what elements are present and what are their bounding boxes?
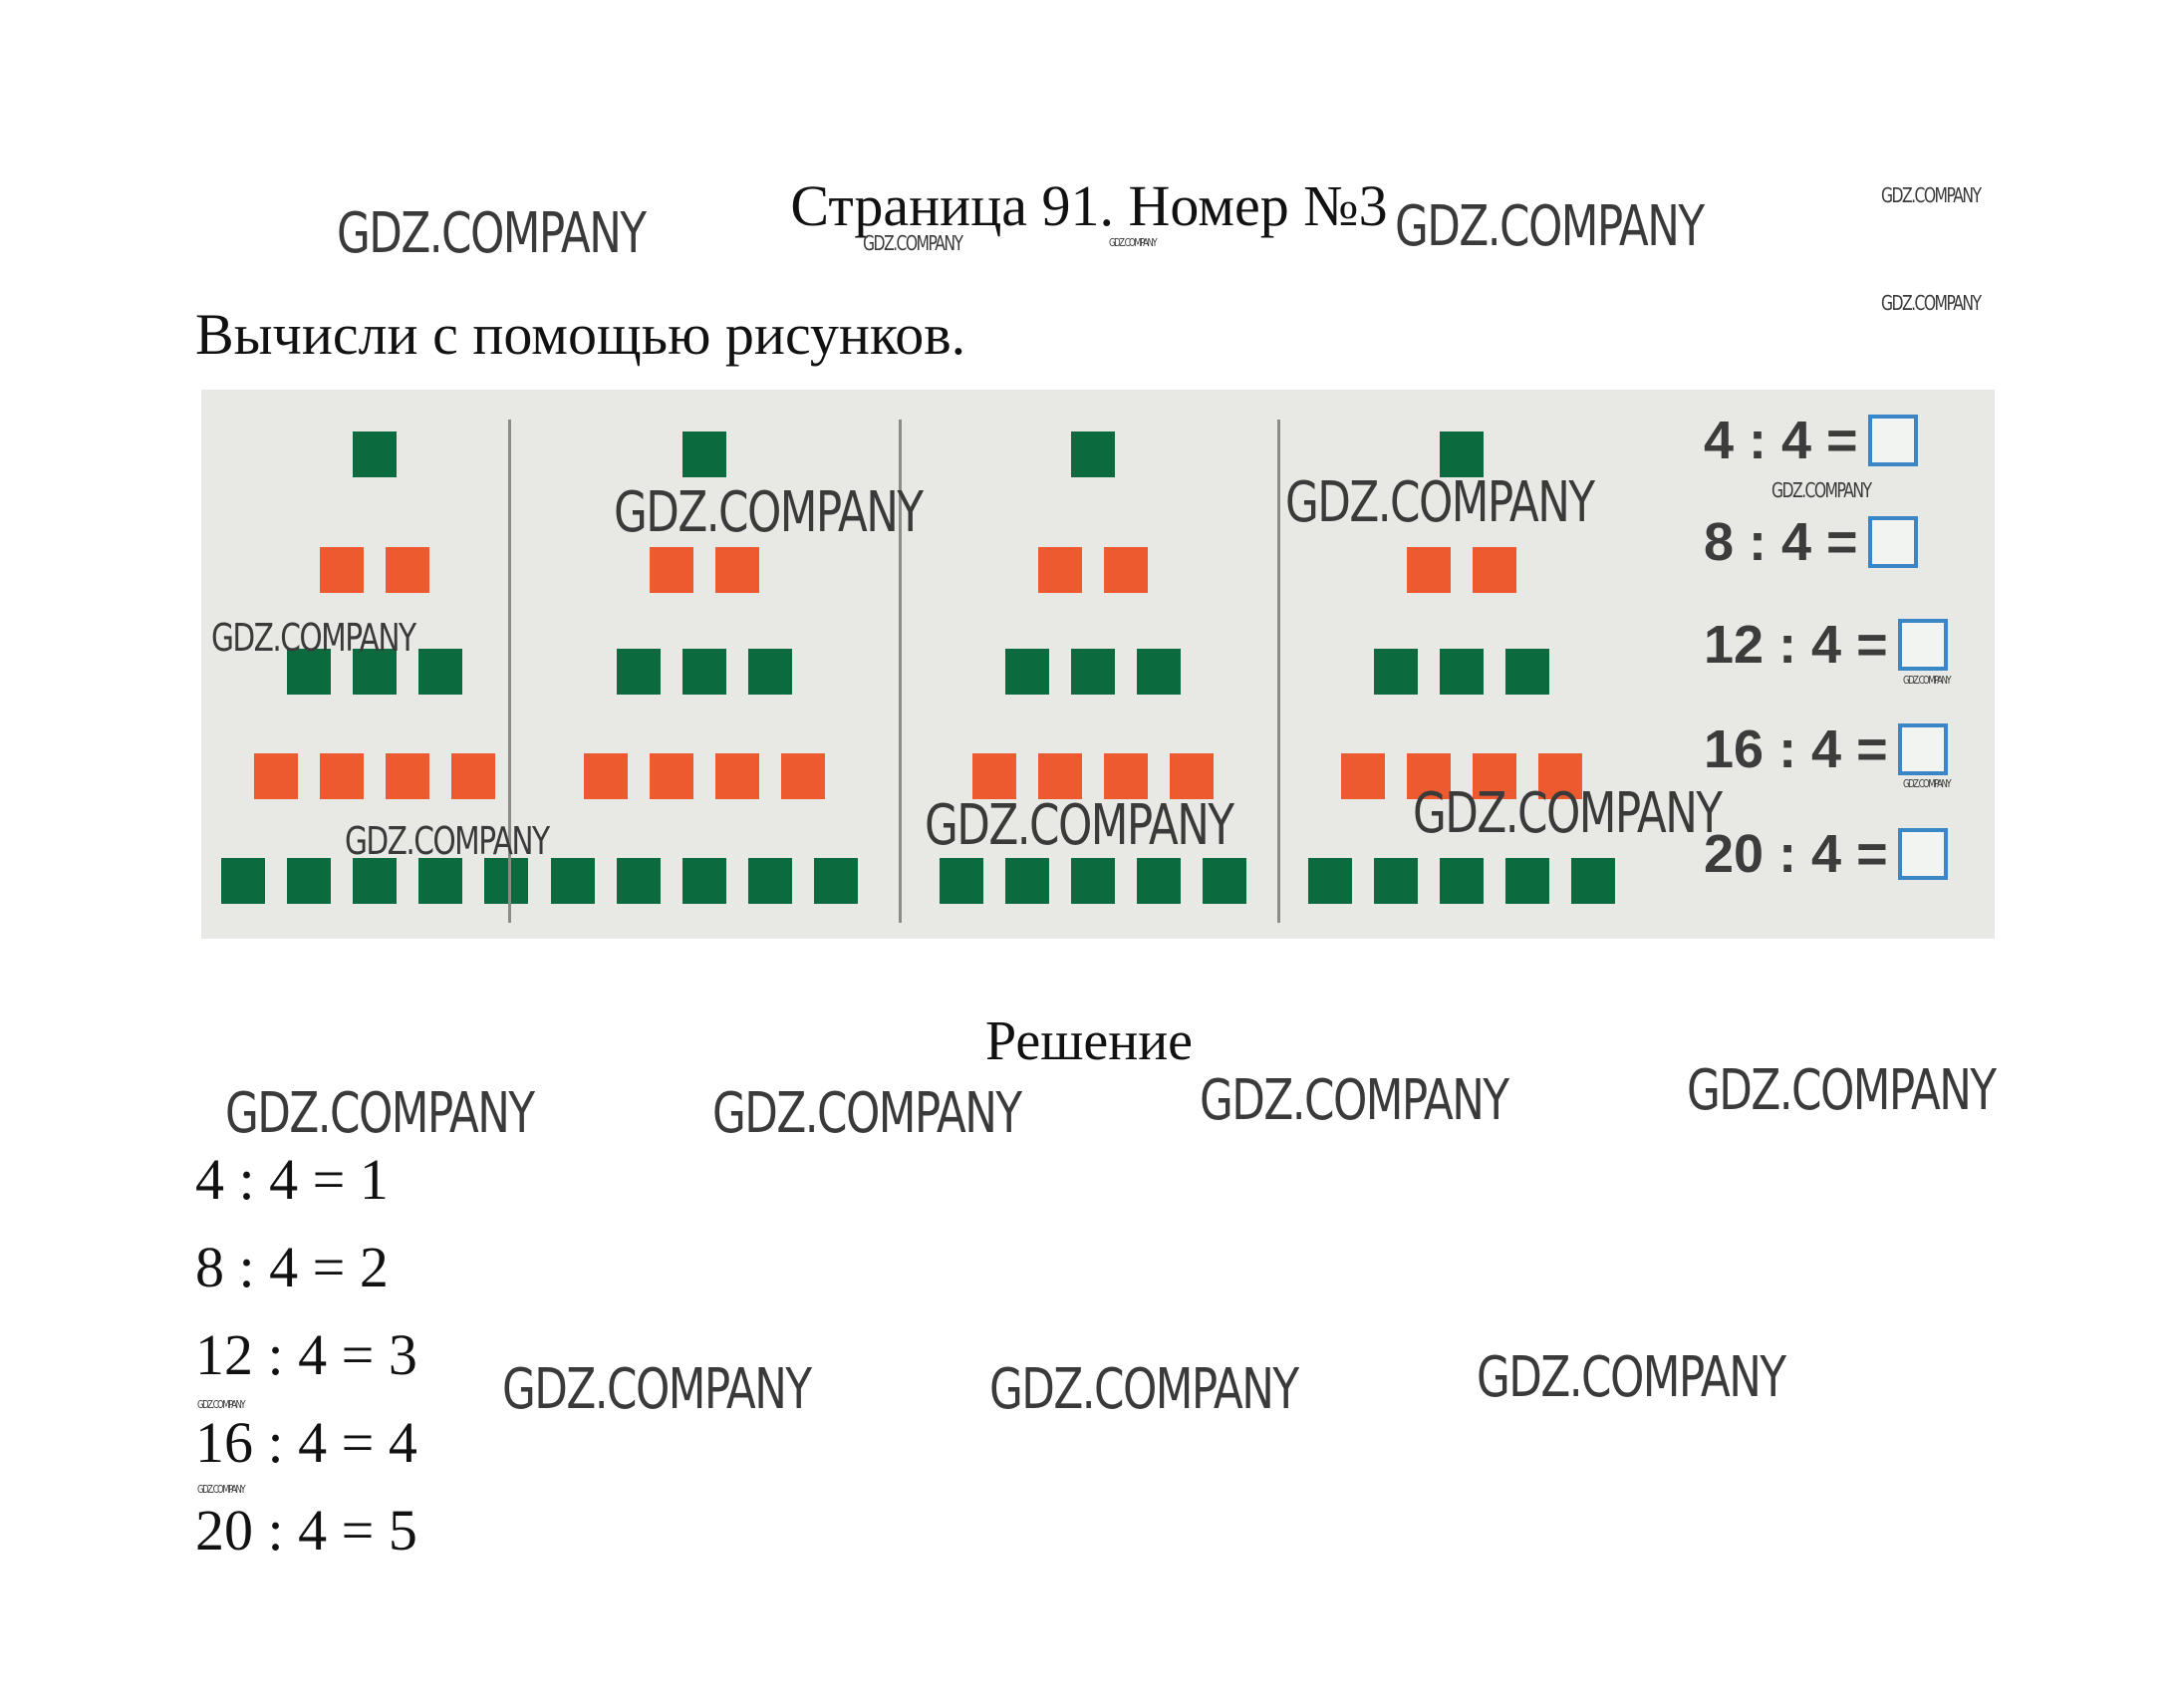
watermark: GDZ.COMPANY	[1413, 781, 1722, 846]
answer-box[interactable]	[1868, 516, 1918, 568]
orange-square	[650, 753, 693, 799]
square-row	[254, 753, 495, 799]
green-square	[748, 649, 792, 695]
green-square	[682, 431, 726, 477]
green-square	[1071, 649, 1115, 695]
orange-square	[451, 753, 495, 799]
watermark: GDZ.COMPANY	[614, 480, 923, 545]
green-square	[353, 431, 397, 477]
orange-square	[320, 547, 364, 593]
square-row	[1005, 649, 1181, 695]
equation-text: 8 : 4 =	[1704, 512, 1858, 572]
square-row	[551, 858, 858, 904]
divider	[1277, 420, 1280, 923]
equation	[1704, 511, 1918, 573]
watermark: GDZ.COMPANY	[337, 201, 646, 266]
equation	[1704, 823, 1948, 885]
watermark: GDZ.COMPANY	[1285, 470, 1594, 535]
watermark: GDZ.COMPANY	[925, 793, 1233, 858]
equation-column	[1704, 390, 1995, 939]
square-row	[682, 431, 726, 477]
watermark: GDZ.COMPANY	[1881, 291, 1981, 315]
orange-square	[1104, 547, 1148, 593]
watermark: GDZ.COMPANY	[712, 1081, 1021, 1146]
watermark: GDZ.COMPANY	[989, 1357, 1298, 1422]
green-square	[1203, 858, 1246, 904]
orange-square	[584, 753, 628, 799]
square-row	[1308, 858, 1615, 904]
green-square	[1137, 649, 1181, 695]
green-square	[682, 858, 726, 904]
watermark: GDZ.COMPANY	[1477, 1345, 1785, 1410]
green-square	[418, 858, 462, 904]
green-square	[814, 858, 858, 904]
solution-list	[195, 1136, 417, 1574]
green-square	[1071, 431, 1115, 477]
watermark: GDZ.COMPANY	[345, 819, 549, 863]
watermark: GDZ.COMPANY	[225, 1081, 534, 1146]
watermark: GDZ.COMPANY	[197, 1398, 245, 1411]
watermark: GDZ.COMPANY	[1771, 478, 1871, 502]
equation-text: 12 : 4 =	[1704, 615, 1888, 675]
green-square	[1571, 858, 1615, 904]
equation-text: 4 : 4 =	[1704, 411, 1858, 470]
watermark: GDZ.COMPANY	[197, 1483, 245, 1496]
square-row	[1374, 649, 1549, 695]
answer-box[interactable]	[1898, 619, 1948, 671]
answer-box[interactable]	[1898, 723, 1948, 775]
watermark: GDZ.COMPANY	[863, 231, 962, 255]
green-square	[353, 858, 397, 904]
green-square	[1440, 649, 1484, 695]
green-square	[418, 649, 462, 695]
orange-square	[715, 753, 759, 799]
orange-square	[1341, 753, 1385, 799]
watermark: GDZ.COMPANY	[502, 1357, 811, 1422]
solution-line: 20 : 4 = 5	[195, 1498, 417, 1563]
equation	[1704, 614, 1948, 676]
square-row	[650, 547, 759, 593]
green-square	[1505, 649, 1549, 695]
green-square	[1137, 858, 1181, 904]
square-row	[617, 649, 792, 695]
square-row	[940, 858, 1246, 904]
green-square	[617, 649, 661, 695]
square-row	[1038, 547, 1148, 593]
solution-line: 4 : 4 = 1	[195, 1147, 389, 1212]
green-square	[940, 858, 983, 904]
watermark: GDZ.COMPANY	[1687, 1058, 1996, 1123]
green-square	[748, 858, 792, 904]
green-square	[1005, 649, 1049, 695]
watermark: GDZ.COMPANY	[1881, 183, 1981, 207]
watermark: GDZ.COMPANY	[1903, 777, 1951, 790]
page-title: Страница 91. Номер №3	[790, 173, 1388, 238]
green-square	[1374, 649, 1418, 695]
green-square	[682, 649, 726, 695]
green-square	[1440, 858, 1484, 904]
square-row	[221, 858, 528, 904]
green-square	[617, 858, 661, 904]
square-row	[320, 547, 429, 593]
solution-line: 8 : 4 = 2	[195, 1235, 389, 1299]
green-square	[484, 858, 528, 904]
watermark: GDZ.COMPANY	[1109, 236, 1157, 249]
green-square	[551, 858, 595, 904]
square-row	[353, 431, 397, 477]
watermark: GDZ.COMPANY	[211, 616, 415, 660]
green-square	[221, 858, 265, 904]
answer-box[interactable]	[1898, 828, 1948, 880]
orange-square	[386, 753, 429, 799]
equation-text: 16 : 4 =	[1704, 719, 1888, 779]
green-square	[287, 858, 331, 904]
pyramid	[555, 390, 854, 939]
answer-box[interactable]	[1868, 415, 1918, 466]
equation	[1704, 718, 1948, 780]
square-row	[1407, 547, 1516, 593]
equation-text: 20 : 4 =	[1704, 824, 1888, 884]
watermark: GDZ.COMPANY	[1200, 1068, 1508, 1133]
orange-square	[254, 753, 298, 799]
orange-square	[386, 547, 429, 593]
orange-square	[320, 753, 364, 799]
green-square	[1374, 858, 1418, 904]
green-square	[1005, 858, 1049, 904]
watermark: GDZ.COMPANY	[1395, 194, 1704, 259]
orange-square	[650, 547, 693, 593]
green-square	[1308, 858, 1352, 904]
watermark: GDZ.COMPANY	[1903, 674, 1951, 687]
equation	[1704, 410, 1918, 471]
orange-square	[781, 753, 825, 799]
solution-heading: Решение	[984, 1010, 1194, 1072]
orange-square	[1407, 547, 1451, 593]
square-row	[584, 753, 825, 799]
orange-square	[715, 547, 759, 593]
solution-line: 12 : 4 = 3	[195, 1322, 417, 1387]
orange-square	[1038, 547, 1082, 593]
green-square	[1505, 858, 1549, 904]
task-text: Вычисли с помощью рисунков.	[195, 302, 966, 367]
green-square	[1071, 858, 1115, 904]
orange-square	[1473, 547, 1516, 593]
square-row	[1071, 431, 1115, 477]
solution-line: 16 : 4 = 4	[195, 1410, 417, 1475]
